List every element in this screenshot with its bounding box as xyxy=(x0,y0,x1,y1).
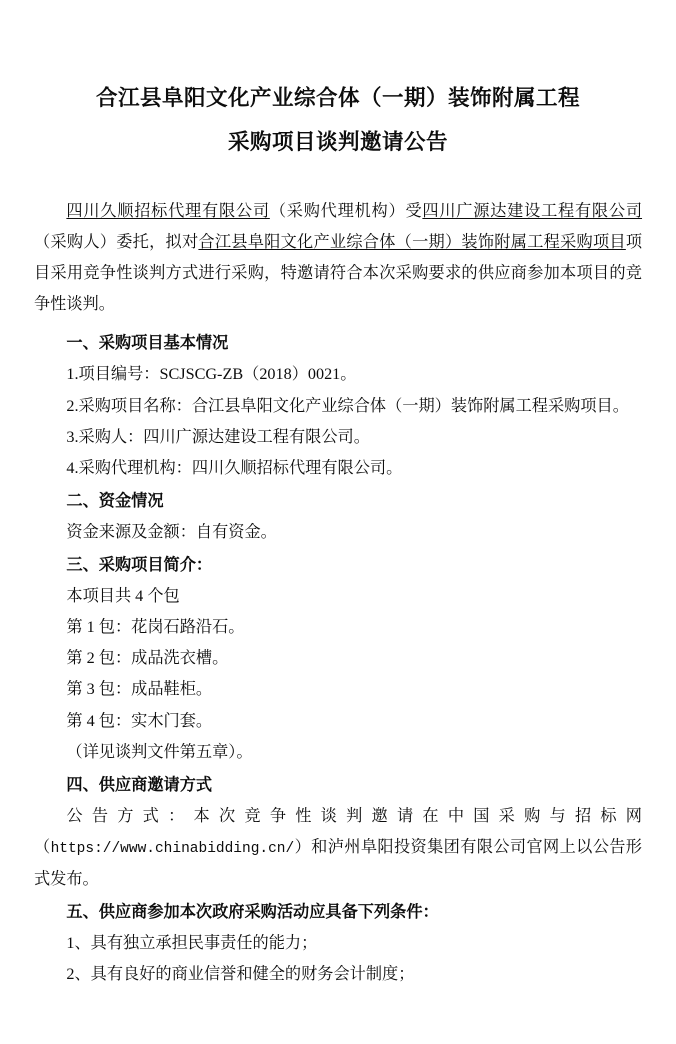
chinabidding-url[interactable]: https://www.chinabidding.cn/ xyxy=(50,841,295,858)
title-line-1: 合江县阜阳文化产业综合体（一期）装饰附属工程 xyxy=(95,86,580,110)
section-4-text-before-url: 公告方式：本次竞争性谈判邀请在中国采购与招标网（ xyxy=(34,806,642,857)
intro-agency-name: 四川久顺招标代理有限公司 xyxy=(66,201,270,220)
intro-project-name: 合江县阜阳文化产业综合体（一期）装饰附属工程采购项目 xyxy=(198,232,626,251)
section-1-item-2: 2.采购项目名称：合江县阜阳文化产业综合体（一期）装饰附属工程采购项目。 xyxy=(66,396,629,415)
intro-paragraph xyxy=(34,196,642,320)
section-3-item-2: 第 1 包：花岗石路沿石。 xyxy=(66,618,245,637)
section-1-heading: 一、采购项目基本情况 xyxy=(66,334,229,353)
section-1-item-3: 3.采购人：四川广源达建设工程有限公司。 xyxy=(66,427,370,446)
section-3-item-1: 本项目共 4 个包 xyxy=(66,587,180,606)
section-3-item-6: （详见谈判文件第五章）。 xyxy=(66,742,253,761)
section-4-paragraph xyxy=(34,801,642,895)
section-3-item-5: 第 4 包：实木门套。 xyxy=(66,711,213,730)
section-3-item-3: 第 2 包：成品洗衣槽。 xyxy=(66,649,229,668)
intro-purchaser-name: 四川广源达建设工程有限公司 xyxy=(422,201,643,220)
section-1-item-1: 1.项目编号：SCJSCG-ZB（2018）0021。 xyxy=(66,365,357,384)
intro-seg-6: 项目采用竞争性谈判方式进行采购，特邀请符合本次采购要求的供应商参加本项目的竞争性谈判。 xyxy=(34,232,643,314)
section-4-text-after-url: ）和泸州阜阳投资集团有限公司官网上以公告形式发布。 xyxy=(34,838,642,888)
section-3-heading: 三、采购项目简介： xyxy=(66,556,213,575)
section-5-item-2: 2、具有良好的商业信誉和健全的财务会计制度； xyxy=(66,965,415,984)
intro-seg-4: （采购人）委托，拟对 xyxy=(34,232,199,251)
section-4-heading: 四、供应商邀请方式 xyxy=(66,775,213,794)
title-line-2: 采购项目谈判邀请公告 xyxy=(227,129,448,154)
section-2-heading: 二、资金情况 xyxy=(66,491,164,510)
page-title xyxy=(34,78,642,164)
intro-seg-2: （采购代理机构）受 xyxy=(269,201,423,220)
section-5-heading: 五、供应商参加本次政府采购活动应具备下列条件： xyxy=(66,902,439,921)
section-2-item-1: 资金来源及金额：自有资金。 xyxy=(66,522,277,541)
section-1-item-4: 4.采购代理机构：四川久顺招标代理有限公司。 xyxy=(66,458,403,477)
section-5-item-1: 1、具有独立承担民事责任的能力； xyxy=(66,934,318,953)
section-3-item-4: 第 3 包：成品鞋柜。 xyxy=(66,680,213,699)
